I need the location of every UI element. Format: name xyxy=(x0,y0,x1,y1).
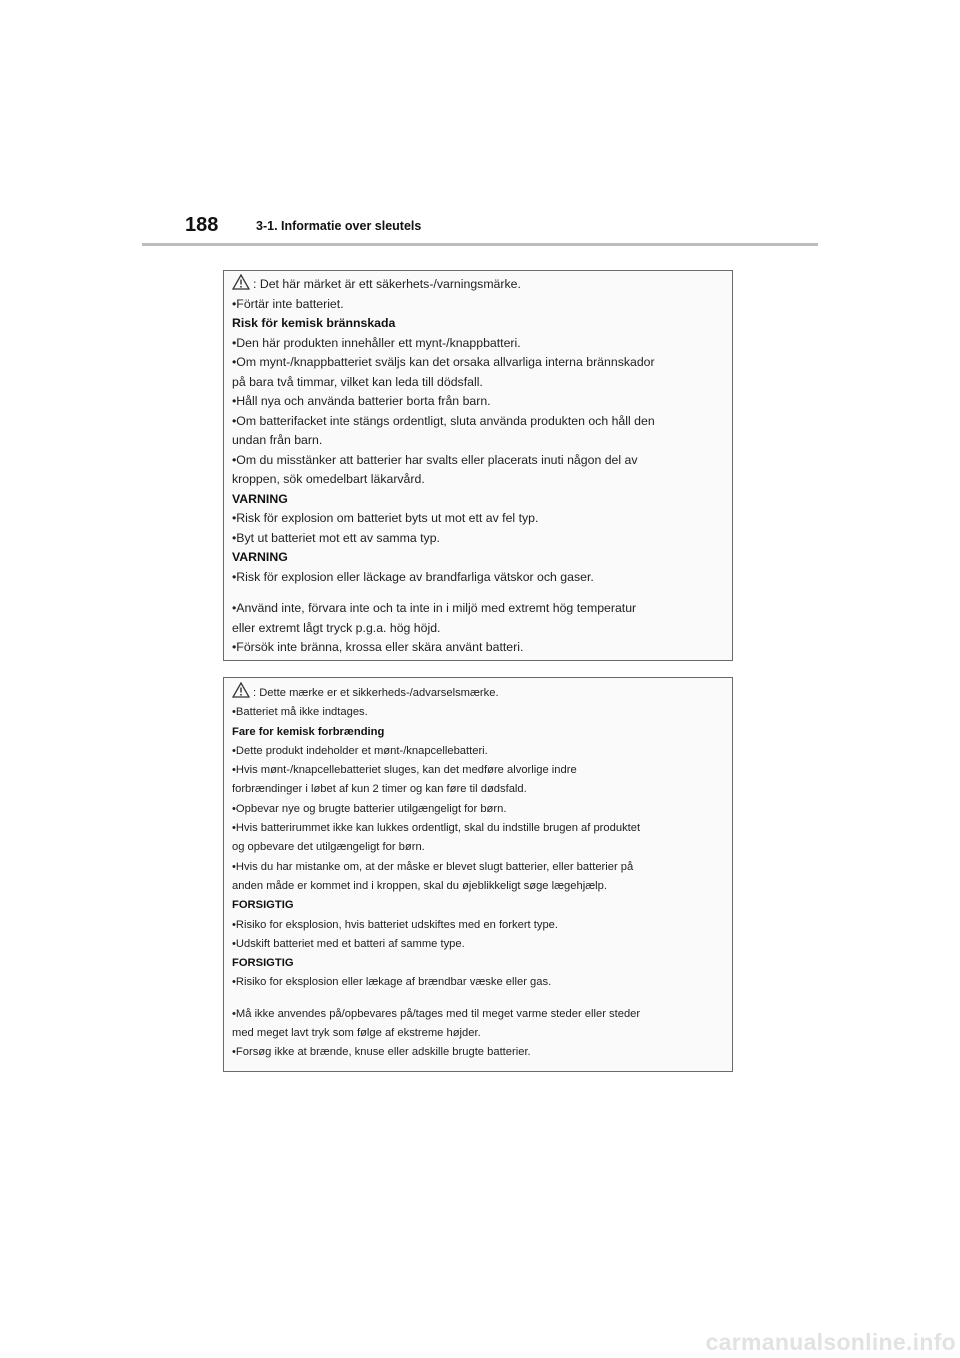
text-line: •Udskift batteriet med et batteri af samme type. xyxy=(232,937,465,950)
warning-triangle-icon xyxy=(232,682,250,698)
text-line: anden måde er kommet ind i kroppen, skal du øjeblikkeligt søge lægehjælp. xyxy=(232,879,607,892)
subheading: VARNING xyxy=(232,491,288,506)
text-line: •Batteriet må ikke indtages. xyxy=(232,706,368,719)
text-line: kroppen, sök omedelbart läkarvård. xyxy=(232,472,425,486)
danish-warning-box xyxy=(223,677,733,1072)
text-line: •Byt ut batteriet mot ett av samma typ. xyxy=(232,530,440,545)
subheading: FORSIGTIG xyxy=(232,957,294,970)
text-line: på bara två timmar, vilket kan leda till dödsfall. xyxy=(232,374,483,389)
text-line: •Opbevar nye og brugte batterier utilgængeligt for børn. xyxy=(232,802,507,815)
text-line: med meget lavt tryk som følge af ekstreme højder. xyxy=(232,1027,481,1040)
text-line: forbrændinger i løbet af kun 2 timer og kan føre til dødsfald. xyxy=(232,783,527,796)
text-line: eller extremt lågt tryck p.g.a. hög höjd. xyxy=(232,620,441,635)
text-line: •Hvis du har mistanke om, at der måske er blevet slugt batterier, eller batterier på xyxy=(232,860,634,873)
text-line: •Förtär inte batteriet. xyxy=(232,296,344,311)
text-line: •Håll nya och använda batterier borta från barn. xyxy=(232,394,491,408)
text-line: •Om du misstänker att batterier har svalts eller placerats inuti någon del av xyxy=(232,452,638,467)
subheading: VARNING xyxy=(232,550,288,564)
text-line: •Dette produkt indeholder et mønt-/knapcellebatteri. xyxy=(232,744,488,757)
text-line: •Forsøg ikke at brænde, knuse eller adskille brugte batterier. xyxy=(232,1046,531,1059)
subheading: Risk för kemisk brännskada xyxy=(232,316,396,330)
section-title: 3-1. Informatie over sleutels xyxy=(256,219,422,233)
watermark: carmanualsonline.info xyxy=(705,1329,956,1355)
warning-triangle-icon xyxy=(232,274,250,290)
subheading: FORSIGTIG xyxy=(232,899,294,912)
swedish-warning-box xyxy=(223,270,733,661)
text-line: •Använd inte, förvara inte och ta inte in i miljö med extremt hög temperatur xyxy=(232,601,637,615)
text-line: •Om batterifacket inte stängs ordentligt, sluta använda produkten och håll den xyxy=(232,413,655,428)
page-number: 188 xyxy=(185,214,219,236)
text-line: •Risiko for eksplosion eller lækage af brændbar væske eller gas. xyxy=(232,976,552,989)
text-line: •Risiko for eksplosion, hvis batteriet udskiftes med en forkert type. xyxy=(232,918,559,931)
text-line: •Om mynt-/knappbatteriet sväljs kan det orsaka allvarliga interna brännskador xyxy=(232,355,655,369)
text-line: •Risk för explosion eller läckage av brandfarliga vätskor och gaser. xyxy=(232,569,594,584)
warning-label-line xyxy=(232,274,726,295)
text-line: •Hvis batterirummet ikke kan lukkes ordentligt, skal du indstille brugen af produktet xyxy=(232,822,641,835)
text-line: undan från barn. xyxy=(232,433,323,447)
text-line: •Må ikke anvendes på/opbevares på/tages med til meget varme steder eller steder xyxy=(232,1007,641,1020)
warning-label-text: : Det här märket är ett säkerhets-/varningsmärke. xyxy=(253,277,521,291)
warning-label-line xyxy=(232,682,726,703)
warning-label-text: : Dette mærke er et sikkerheds-/advarselsmærke. xyxy=(253,687,499,699)
subheading: Fare for kemisk forbrænding xyxy=(232,725,385,738)
text-line: og opbevare det utilgængeligt for børn. xyxy=(232,841,425,854)
text-line: •Den här produkten innehåller ett mynt-/knappbatteri. xyxy=(232,335,521,350)
text-line: •Risk för explosion om batteriet byts ut mot ett av fel typ. xyxy=(232,511,539,525)
text-line: •Försök inte bränna, krossa eller skära använt batteri. xyxy=(232,640,524,654)
header-divider xyxy=(142,243,818,246)
text-line: •Hvis mønt-/knapcellebatteriet sluges, kan det medføre alvorlige indre xyxy=(232,764,577,777)
